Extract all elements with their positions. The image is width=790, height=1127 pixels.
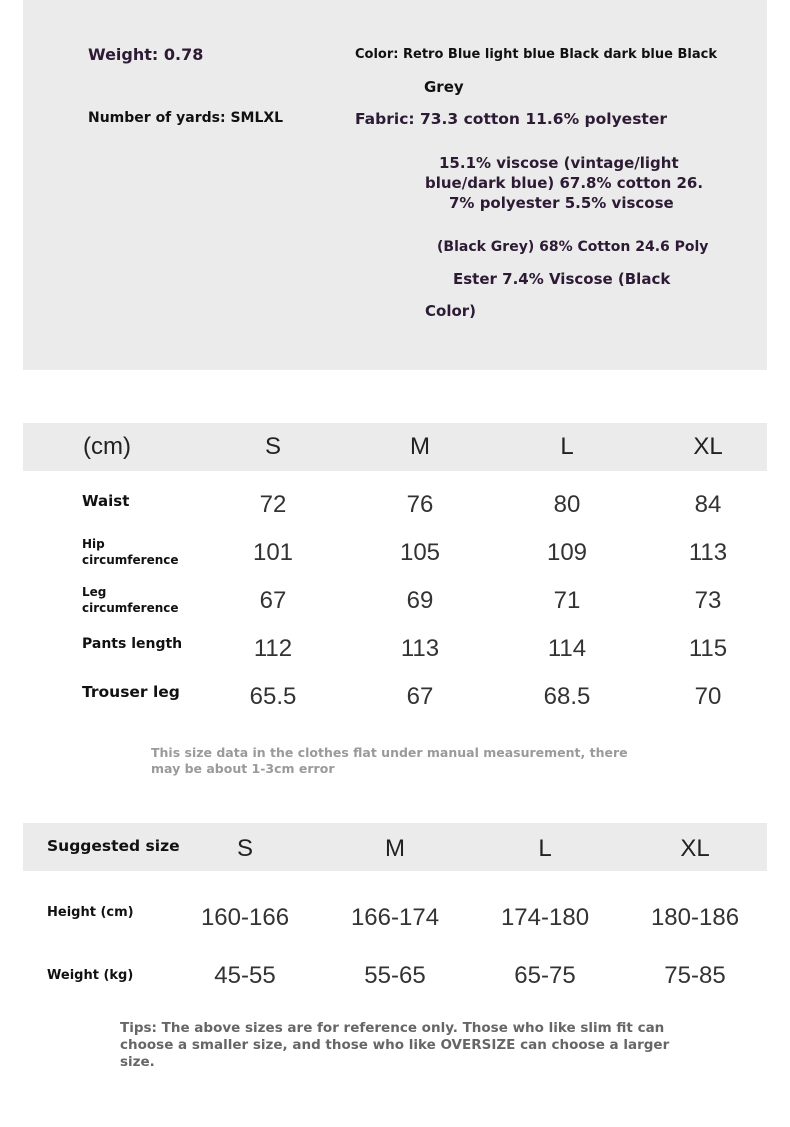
table-cell: 113 <box>688 539 728 566</box>
table-cell: 73 <box>694 587 722 614</box>
suggest-header-s: S <box>236 835 254 862</box>
table-cell: 71 <box>553 587 581 614</box>
table-cell: 84 <box>694 491 722 518</box>
table-cell: 45-55 <box>214 962 276 989</box>
row-label-hip: Hip circumference <box>82 537 179 567</box>
suggested-size-title: Suggested size <box>47 837 180 855</box>
table-cell: 67 <box>259 587 287 614</box>
fabric-line-6: Ester 7.4% Viscose (Black <box>453 270 671 288</box>
table-cell: 80 <box>553 491 581 518</box>
table-cell: 68.5 <box>543 683 591 710</box>
table-cell: 70 <box>694 683 722 710</box>
suggest-header-l: L <box>538 835 552 862</box>
table-cell: 67 <box>406 683 434 710</box>
table-cell: 180-186 <box>650 904 740 931</box>
table-cell: 65-75 <box>514 962 576 989</box>
row-label-waist: Waist <box>82 492 130 510</box>
table-cell: 112 <box>253 635 293 662</box>
fabric-line-1: Fabric: 73.3 cotton 11.6% polyester <box>355 110 667 128</box>
yards-text: Number of yards: SMLXL <box>88 110 284 126</box>
table-cell: 55-65 <box>364 962 426 989</box>
table-cell: 113 <box>400 635 440 662</box>
table-cell: 75-85 <box>664 962 726 989</box>
row-label-weight: Weight (kg) <box>47 968 134 983</box>
fabric-line-7: Color) <box>425 302 477 320</box>
table-cell: 76 <box>406 491 434 518</box>
row-label-trouser-leg: Trouser leg <box>82 683 180 701</box>
size-header-xl: XL <box>693 433 723 460</box>
fabric-line-2: 15.1% viscose (vintage/light <box>439 154 679 172</box>
table-cell: 166-174 <box>350 904 440 931</box>
table-cell: 72 <box>259 491 287 518</box>
table-cell: 160-166 <box>200 904 290 931</box>
measurement-note: This size data in the clothes flat under manual measurement, there may be about 1-3cm error <box>151 745 628 776</box>
table-cell: 109 <box>546 539 588 566</box>
size-header-l: L <box>560 433 574 460</box>
size-header-s: S <box>264 433 282 460</box>
table-cell: 114 <box>547 635 587 662</box>
fabric-line-4: 7% polyester 5.5% viscose <box>449 194 674 212</box>
unit-header: (cm) <box>83 433 131 460</box>
color-line-2: Grey <box>424 78 464 96</box>
fabric-line-5: (Black Grey) 68% Cotton 24.6 Poly <box>437 239 709 255</box>
size-chart-header <box>23 423 767 471</box>
weight-text: Weight: 0.78 <box>88 45 204 64</box>
table-cell: 69 <box>406 587 434 614</box>
table-cell: 105 <box>399 539 441 566</box>
suggest-header-xl: XL <box>680 835 710 862</box>
size-header-m: M <box>410 433 430 460</box>
table-cell: 101 <box>252 539 294 566</box>
table-cell: 174-180 <box>500 904 590 931</box>
size-tips: Tips: The above sizes are for reference only. Those who like slim fit can choose a smaller size, and those who like OVERSIZE can choose a larger size. <box>120 1020 670 1070</box>
table-cell: 65.5 <box>249 683 297 710</box>
row-label-leg: Leg circumference <box>82 585 179 615</box>
row-label-height: Height (cm) <box>47 905 134 920</box>
suggest-header-m: M <box>385 835 405 862</box>
row-label-pants-length: Pants length <box>82 636 183 652</box>
color-line-1: Color: Retro Blue light blue Black dark blue Black <box>355 47 717 62</box>
table-cell: 115 <box>688 635 728 662</box>
fabric-line-3: blue/dark blue) 67.8% cotton 26. <box>425 174 704 192</box>
